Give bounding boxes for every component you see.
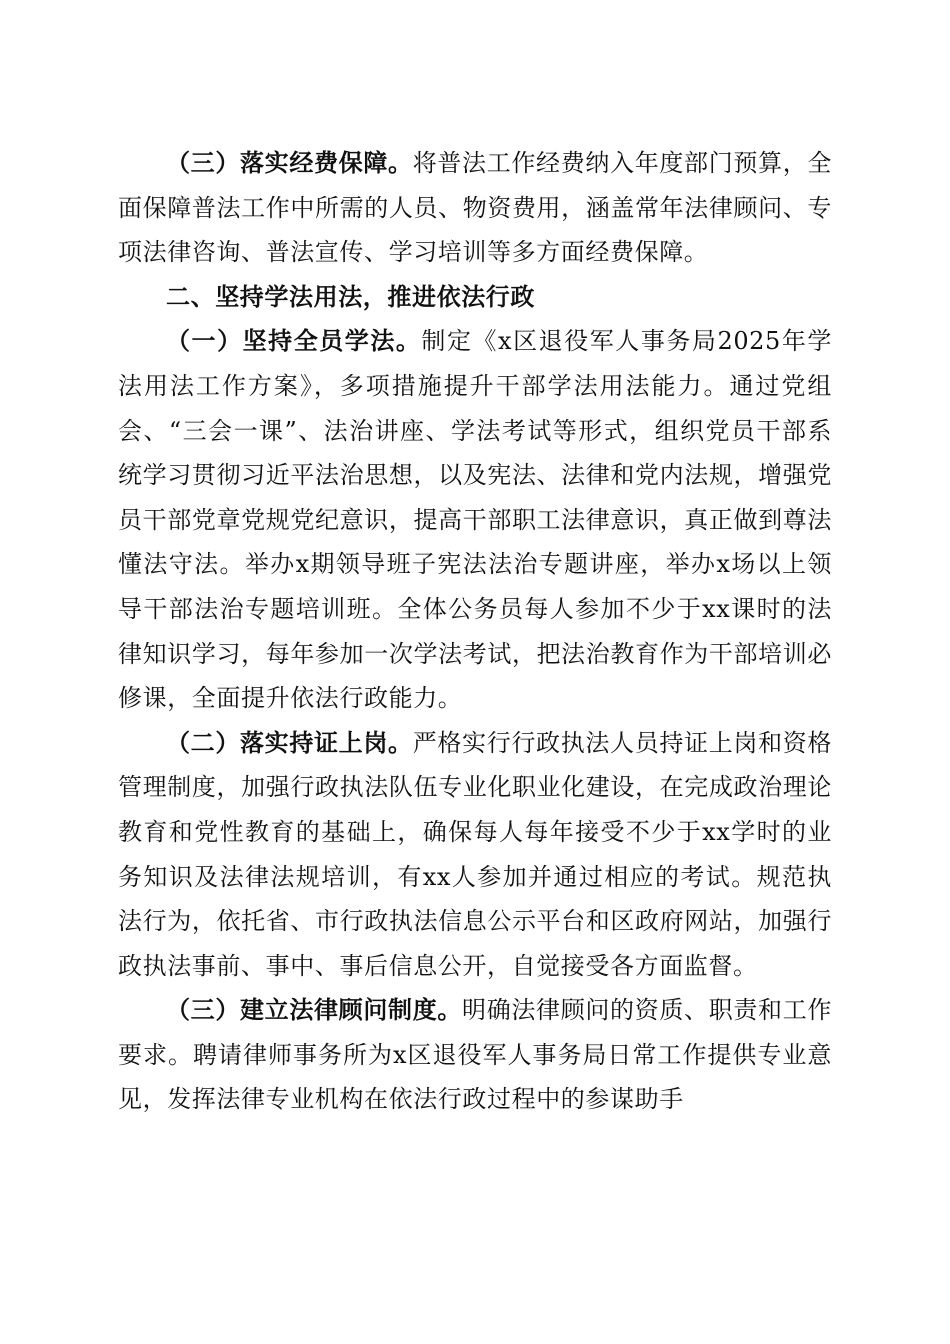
paragraph-all-staff-study [118,319,832,720]
paragraph-funding-guarantee [118,141,832,275]
paragraph-legal-advisor [118,988,832,1122]
paragraph-text: 将普法工作经费纳入年度部门预算，全面保障普法工作中所需的人员、物资费用，涵盖常年法律顾问、专项法律咨询、普法宣传、学习培训等多方面经费保障。 [118,149,833,267]
paragraph-text: 制定《x区退役军人事务局2025年学法用法工作方案》，多项措施提升干部学法用法能力。通过党组会、“三会一课”、法治讲座、学法考试等形式，组织党员干部系统学习贯彻习近平法治思想，以及宪法、法律和党内法规，增强党员干部党章党规党纪意识，提高干部职工法律意识，真正做到尊法懂法守法。举办x期领导班子宪法法治专题讲座，举办x场以上领导干部法治专题培训班。全体公务员每人参加不少于xx课时的法律知识学习，每年参加一次学法考试，把法治教育作为干部培训必修课，全面提升依法行政能力。 [118,327,833,713]
section-heading: 二、坚持学法用法，推进依法行政 [166,281,535,311]
document-body [118,141,832,1122]
paragraph-text: 严格实行行政执法人员持证上岗和资格管理制度，加强行政执法队伍专业化职业化建设，在完成政治理论教育和党性教育的基础上，确保每人每年接受不少于xx学时的业务知识及法律法规培训，有xx人参加并通过相应的考试。规范执法行为，依托省、市行政执法信息公示平台和区政府网站，加强行政执法事前、事中、事后信息公开，自觉接受各方面监督。 [118,728,833,980]
paragraph-lead: （三）落实经费保障。 [166,148,413,177]
paragraph-text: 明确法律顾问的资质、职责和工作要求。聘请律师事务所为x区退役军人事务局日常工作提供专业意见，发挥法律专业机构在依法行政过程中的参谋助手 [118,996,832,1114]
paragraph-lead: （一）坚持全员学法。 [166,326,422,356]
paragraph-lead: （三）建立法律顾问制度。 [166,995,463,1025]
paragraph-certified-duty [118,721,832,989]
paragraph-lead: （二）落实持证上岗。 [166,727,413,757]
